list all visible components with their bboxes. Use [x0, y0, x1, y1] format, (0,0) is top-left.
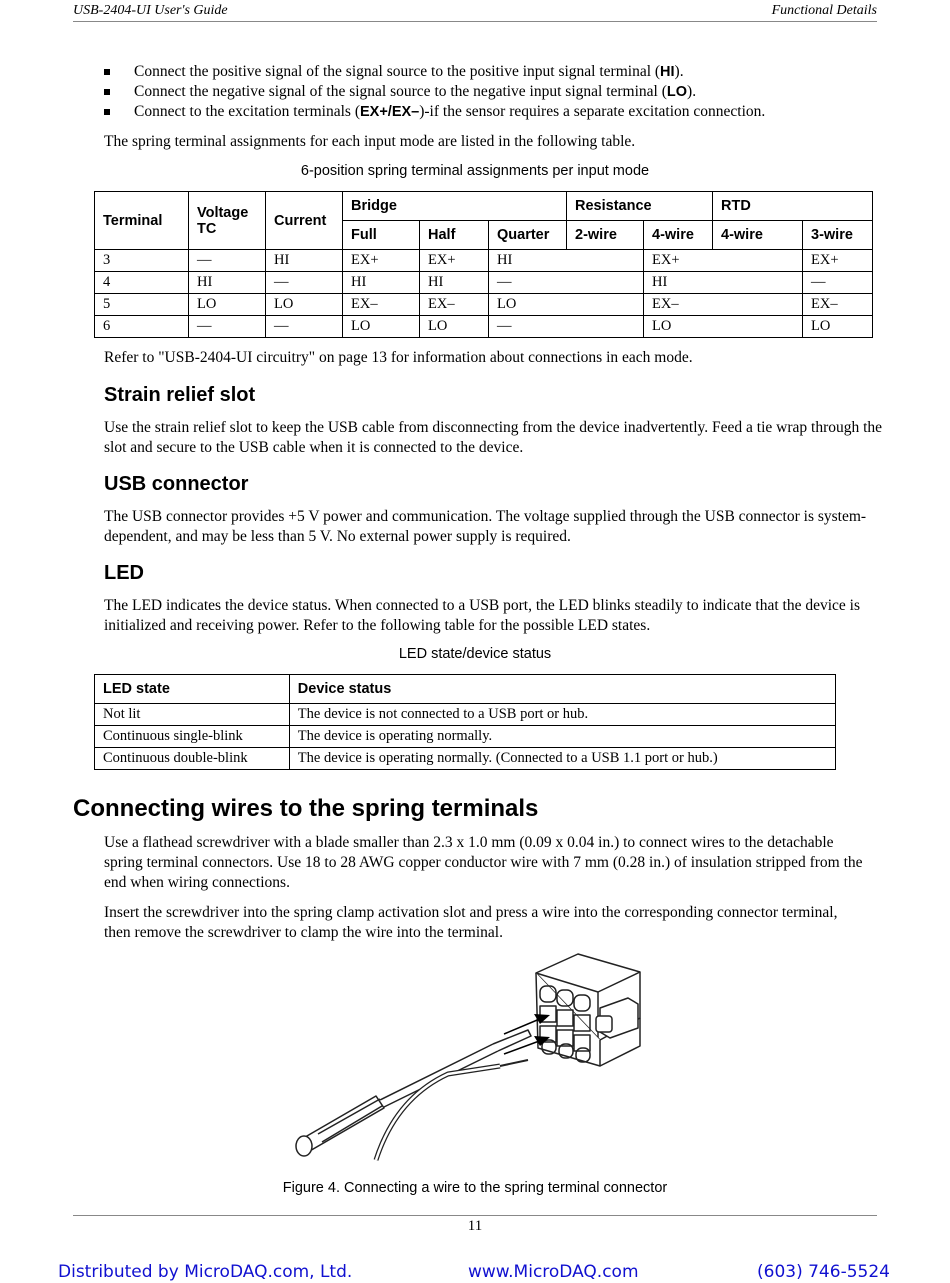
table-cell: LO	[420, 316, 489, 338]
table-cell: EX–	[343, 294, 420, 316]
header-section-title: Functional Details	[771, 3, 877, 18]
table-cell: LO	[266, 294, 343, 316]
spring-terminal-illustration	[288, 948, 663, 1173]
table-cell: —	[266, 272, 343, 294]
table-cell: EX+	[420, 250, 489, 272]
distributor-phone: (603) 746-5524	[757, 1262, 890, 1282]
table-cell: LO	[343, 316, 420, 338]
th-current: Current	[266, 192, 343, 250]
th-device-status: Device status	[289, 675, 835, 704]
th-resistance: Resistance	[567, 192, 713, 221]
table-cell: EX–	[420, 294, 489, 316]
bullet-text-end: )-if the sensor requires a separate excitation connection.	[419, 103, 766, 120]
screwdriver-handle-end	[296, 1136, 312, 1156]
table-cell: —	[489, 316, 644, 338]
table-cell: 5	[95, 294, 189, 316]
page-content	[104, 62, 875, 122]
table-row	[95, 316, 873, 338]
th-terminal: Terminal	[95, 192, 189, 250]
th-rtd-4wire: 4-wire	[713, 221, 803, 250]
page-number: 11	[467, 1218, 483, 1234]
th-full: Full	[343, 221, 420, 250]
table-cell: 3	[95, 250, 189, 272]
table-row	[95, 726, 836, 748]
table-cell: LO	[803, 316, 873, 338]
table-cell: 6	[95, 316, 189, 338]
distributor-website: www.MicroDAQ.com	[468, 1262, 639, 1282]
bullet-bold: HI	[660, 64, 675, 80]
th-voltage-tc	[189, 192, 266, 250]
bullet-bold: EX+/EX–	[359, 104, 420, 120]
th-quarter: Quarter	[489, 221, 567, 250]
wire-insulation-inner	[376, 1066, 500, 1160]
table-cell: The device is operating normally.	[289, 726, 835, 748]
table-cell: HI	[343, 272, 420, 294]
section-paragraph-1: Use a flathead screwdriver with a blade smaller than 2.3 x 1.0 mm (0.09 x 0.04 in.) to connect wires to the detachable spring terminal connectors. Use 18 to 28 AWG copper conductor wire with 7 mm (0.28 in.) of insulation stripped from the end when wiring connections.	[104, 834, 863, 891]
wire-stripped-end	[500, 1060, 528, 1066]
table-row	[95, 272, 873, 294]
header-doc-title: USB-2404-UI User's Guide	[73, 3, 228, 18]
circuitry-reference: Refer to "USB-2404-UI circuitry" on page 13 for information about connections in each mode.	[104, 349, 693, 366]
screwdriver-tip	[493, 1030, 531, 1051]
table-cell: 4	[95, 272, 189, 294]
bullet-text-end: ).	[687, 83, 697, 100]
list-item	[104, 102, 875, 122]
table-row	[95, 748, 836, 770]
figure-caption: Figure 4. Connecting a wire to the spring terminal connector	[282, 1180, 668, 1196]
table-intro: The spring terminal assignments for each input mode are listed in the following table.	[104, 133, 636, 150]
table-cell: —	[266, 316, 343, 338]
table-cell: HI	[266, 250, 343, 272]
table-cell: EX+	[343, 250, 420, 272]
screwdriver-shaft	[380, 1044, 498, 1107]
table-row	[95, 250, 873, 272]
section-heading: Connecting wires to the spring terminals	[73, 795, 539, 822]
list-item	[104, 82, 875, 102]
bullet-text: Connect the negative signal of the signal source to the negative input signal terminal (	[134, 83, 667, 100]
list-item	[104, 62, 875, 82]
spring-terminal-table	[94, 191, 873, 338]
table-cell: —	[189, 250, 266, 272]
connector-tab-slot	[596, 1016, 612, 1032]
table-row	[95, 294, 873, 316]
page-header	[73, 3, 877, 22]
table-cell: EX–	[803, 294, 873, 316]
th-led-state: LED state	[95, 675, 290, 704]
th-2wire: 2-wire	[567, 221, 644, 250]
footer-divider	[73, 1215, 877, 1216]
th-bridge: Bridge	[343, 192, 567, 221]
strain-relief-heading: Strain relief slot	[104, 384, 256, 406]
table2-caption: LED state/device status	[398, 646, 552, 662]
led-state-table	[94, 674, 836, 770]
table-cell: LO	[644, 316, 803, 338]
table-cell: —	[803, 272, 873, 294]
distributor-name: Distributed by MicroDAQ.com, Ltd.	[58, 1262, 353, 1282]
table-cell: Continuous single-blink	[95, 726, 290, 748]
table-cell: HI	[489, 250, 644, 272]
th-rtd-3wire: 3-wire	[803, 221, 873, 250]
table1-caption: 6-position spring terminal assignments per input mode	[300, 163, 650, 179]
bullet-icon	[104, 89, 110, 95]
table-cell: The device is operating normally. (Connected to a USB 1.1 port or hub.)	[289, 748, 835, 770]
bullet-text-end: ).	[674, 63, 684, 80]
table-cell: EX–	[644, 294, 803, 316]
table-cell: LO	[489, 294, 644, 316]
table-cell: —	[189, 316, 266, 338]
table-cell: Not lit	[95, 704, 290, 726]
table-cell: EX+	[644, 250, 803, 272]
bullet-bold: LO	[666, 84, 688, 100]
table-cell: Continuous double-blink	[95, 748, 290, 770]
strain-relief-text: Use the strain relief slot to keep the USB cable from disconnecting from the device inadvertently. Feed a tie wrap through the slot and secure to the USB cable when it is connected to the device.	[104, 419, 883, 456]
connection-bullet-list	[104, 62, 875, 122]
table-cell: The device is not connected to a USB port or hub.	[289, 704, 835, 726]
th-4wire: 4-wire	[644, 221, 713, 250]
bullet-text: Connect to the excitation terminals (	[134, 103, 360, 120]
th-rtd: RTD	[713, 192, 873, 221]
bullet-text: Connect the positive signal of the signal source to the positive input signal terminal (	[134, 63, 661, 80]
usb-connector-text: The USB connector provides +5 V power and communication. The voltage supplied through the USB connector is system-dependent, and may be less than 5 V. No external power supply is required.	[104, 508, 867, 545]
th-voltage: Voltage	[197, 204, 249, 221]
table-cell: —	[489, 272, 644, 294]
table-row	[95, 704, 836, 726]
bullet-icon	[104, 69, 110, 75]
section-paragraph-2: Insert the screwdriver into the spring clamp activation slot and press a wire into the corresponding connector terminal, then remove the screwdriver to clamp the wire into the terminal.	[104, 904, 838, 941]
th-tc: TC	[197, 220, 217, 237]
table-cell: LO	[189, 294, 266, 316]
table-cell: HI	[189, 272, 266, 294]
led-heading: LED	[104, 562, 144, 584]
table-cell: EX+	[803, 250, 873, 272]
table-cell: HI	[420, 272, 489, 294]
bullet-icon	[104, 109, 110, 115]
led-text: The LED indicates the device status. When connected to a USB port, the LED blinks steadily to indicate that the device is initialized and receiving power. Refer to the following table for the possible LED states.	[104, 597, 860, 634]
th-half: Half	[420, 221, 489, 250]
table-cell: HI	[644, 272, 803, 294]
usb-connector-heading: USB connector	[104, 473, 249, 495]
